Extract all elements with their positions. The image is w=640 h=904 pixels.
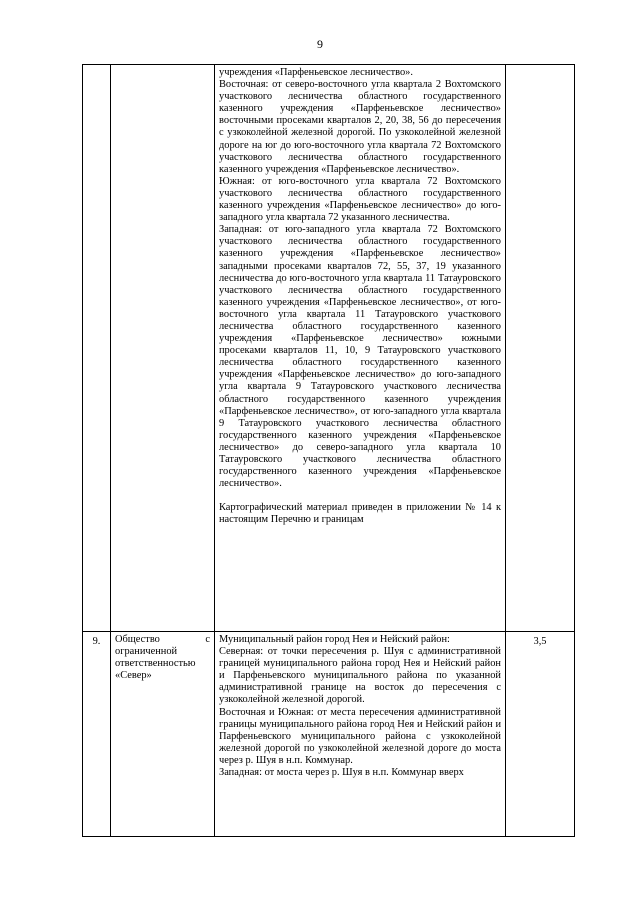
description-paragraph: Картографический материал приведен в приложении № 14 к настоящим Перечню и границам (219, 502, 501, 526)
organization-cell (111, 65, 215, 632)
description-paragraph: Южная: от юго-восточного угла квартала 72 Вохтомского участкового лесничества областного государственного казенного учреждения «Парфеньевское лесничество» до юго-западного угла квартала 72 указанного лесничества. (219, 175, 501, 224)
description-paragraph: Западная: от юго-западного угла квартала 72 Вохтомского участкового лесничества областного государственного казенного учреждения «Парфеньевское лесничество» западными просеками кварталов 72, 55, 37, 19 указанного лесничества до юго-восточного угла квартала 11 Татауровского участкового лесничества областного государственного казенного учреждения «Парфеньевское лесничество», от юго-восточного угла квартала 11 Татауровского участкового лесничества областного государственного казенного учреждения «Парфеньевское лесничество» южными просеками кварталов 11, 10, 9 Татауровского участкового лесничества областного государственного казенного учреждения «Парфеньевское лесничество» до юго-западного угла квартала 9 Татауровского участкового лесничества областного государственного казенного учреждения «Парфеньевское лесничество», от юго-западного угла квартала 9 Татауровского участкового лесничества областного государственного казенного учреждения «Парфеньевское лесничество» до северо-западного угла квартала 10 Татауровского участкового лесничества областного государственного казенного учреждения «Парфеньевское лесничество». (219, 224, 501, 490)
description-paragraph: Северная: от точки пересечения р. Шуя с административной границей муниципального района город Нея и Нейский район и Парфеньевского муниципального района по указанной административной границе на восток до пересечения с узкоколейной железной дорогой. (219, 646, 501, 706)
area-cell (506, 65, 575, 632)
description-paragraph: учреждения «Парфеньевское лесничество». (219, 67, 413, 78)
description-paragraph: Восточная и Южная: от места пересечения административной границы муниципального района город Нея и Нейский район и Парфеньевского муниципального района с узкоколейной железной дорогой по узкоколейной железной дороге до моста через р. Шуя в н.п. Коммунар. (219, 706, 501, 766)
description-paragraph: Западная: от моста через р. Шуя в н.п. Коммунар вверх (219, 767, 464, 779)
boundaries-table (82, 64, 575, 837)
boundary-description-cell (215, 632, 506, 837)
description-paragraph: Восточная: от северо-восточного угла квартала 2 Вохтомского участкового лесничества областного государственного казенного учреждения «Парфеньевское лесничество» восточными просеками кварталов 2, 20, 38, 56 до пересечения с узкоколейной железной дорогой. По узкоколейной железной дороге на юг до юго-восточного угла квартала 72 Вохтомского участкового лесничества областного государственного казенного учреждения «Парфеньевское лесничество». (219, 79, 501, 175)
description-paragraph: Муниципальный район город Нея и Нейский район: (219, 634, 450, 645)
table-row (83, 65, 575, 632)
organization-cell (111, 632, 215, 837)
boundary-description-cell (215, 65, 506, 632)
area-cell: 3,5 (506, 632, 575, 837)
row-number-cell (83, 65, 111, 632)
table-row (83, 632, 575, 837)
row-number-cell: 9. (83, 632, 111, 837)
organization-name: Общество с ограниченной ответственностью «Север» (115, 634, 210, 682)
page-number: 9 (317, 37, 323, 51)
